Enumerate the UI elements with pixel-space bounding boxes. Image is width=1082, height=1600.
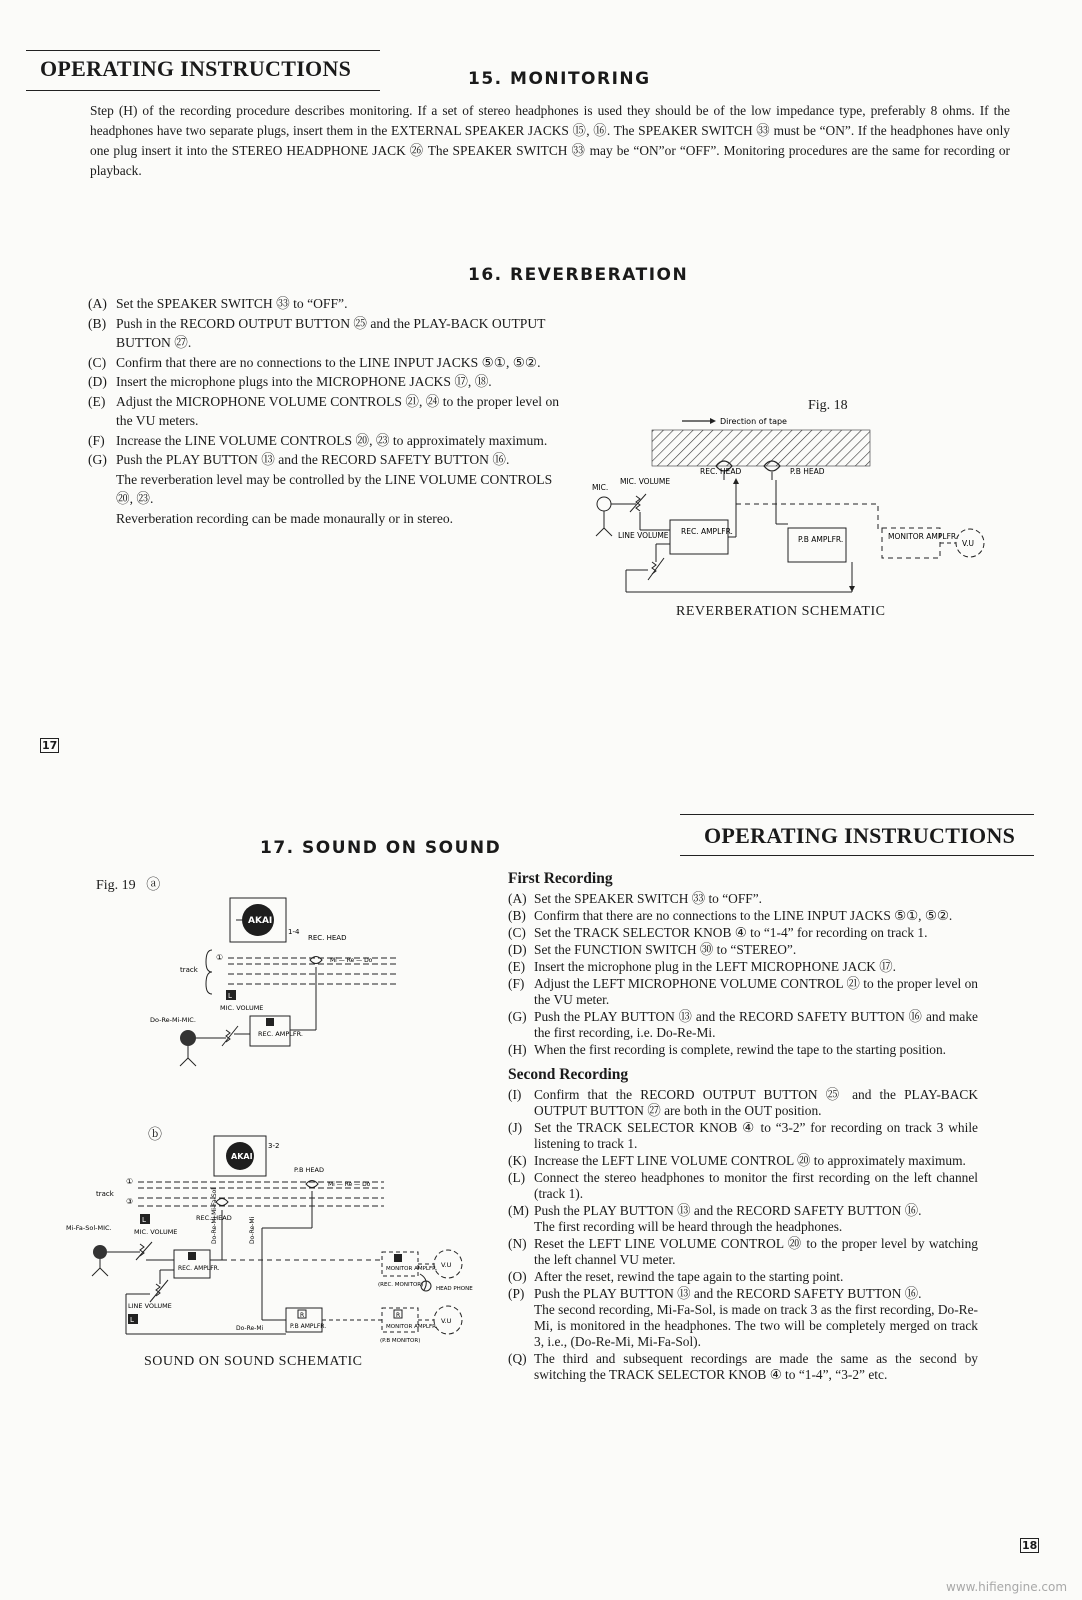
fig-19-label: Fig. 19 ⓐ: [96, 878, 161, 893]
akai-logo-b: AKAI: [231, 1152, 253, 1161]
rev-rec-amp-label: REC. AMPLFR.: [681, 527, 733, 536]
list-item: (G) Push the PLAY BUTTON ⑬ and the RECORD SAFETY BUTTON ⑯. The reverberation level may be controlled by the LINE VOLUME CONTROLS ⑳, ㉓. Reverberation recording can be made monaurally or in stereo.: [88, 450, 564, 528]
direction-label: Direction of tape: [720, 417, 787, 426]
rev-vu-label: V.U: [962, 539, 975, 548]
sound-on-sound-schematic-a: [150, 890, 410, 1080]
rev-pb-head-label: P.B HEAD: [790, 467, 825, 476]
pb-head-b-label: P.B HEAD: [294, 1166, 324, 1174]
step-m-note: The first recording will be heard through the headphones.: [534, 1219, 843, 1234]
track-b-label: track: [96, 1190, 114, 1198]
step-p-note: The second recording, Mi-Fa-Sol, is made on track 3 as the first recording, Do-Re-Mi, is monitored in the headphones. The two will be completely merged on track 3, i.e., (Do-Re-Mi, Mi-Fa-Sol).: [534, 1302, 978, 1349]
list-item: (K) Increase the LEFT LINE VOLUME CONTROL ⑳ to approximately maximum.: [508, 1153, 966, 1168]
rev-monitor-label: MONITOR AMPLFR.: [888, 532, 959, 541]
monitoring-title: 15. MONITORING: [468, 69, 651, 89]
rev-mic-volume-label: MIC. VOLUME: [620, 477, 671, 486]
rec-amp-a-label: REC. AMPLFR.: [258, 1030, 303, 1038]
reverb-note-2: Reverberation recording can be made monaurally or in stereo.: [116, 510, 454, 526]
list-item: (C) Confirm that there are no connections to the LINE INPUT JACKS ⑤①, ⑤②.: [88, 354, 541, 370]
page-number-18: 18: [1022, 1539, 1038, 1552]
fig-18-label: Fig. 18: [808, 398, 848, 413]
mic-mifasol-label: Mi-Fa-Sol-MIC.: [66, 1224, 112, 1232]
track-a-label: track: [180, 966, 198, 974]
head-phone-label: HEAD PHONE: [436, 1286, 473, 1292]
list-item: (N) Reset the LEFT LINE VOLUME CONTROL ⑳ to the proper level by watching the left channel VU meter.: [508, 1236, 978, 1267]
page-header-right-text: OPERATING INSTRUCTIONS: [704, 823, 1016, 848]
list-item: (O) After the reset, rewind the tape again to the starting point.: [508, 1269, 844, 1284]
list-item: (Q) The third and subsequent recordings are made the same as the second by switching the TRACK SELECTOR KNOB ④ to “1-4”, “3-2” etc.: [508, 1351, 978, 1382]
pb-monitor-label: (P.B MONITOR): [380, 1338, 421, 1344]
svg-text:R: R: [300, 1312, 305, 1319]
vu-2-label: V.U: [441, 1317, 452, 1325]
microphone-icon: [597, 497, 611, 511]
line-volume-b-label: LINE VOLUME: [128, 1302, 172, 1310]
list-item: (F) Increase the LINE VOLUME CONTROLS ⑳, ㉓ to approximately maximum.: [88, 432, 548, 448]
doremi-label-b: Do-Re-Mi: [236, 1325, 264, 1332]
list-item: (A) Set the SPEAKER SWITCH ㉝ to “OFF”.: [88, 296, 348, 311]
mic-a-icon: [180, 1030, 196, 1046]
rev-pb-amp-box: [788, 528, 846, 562]
list-item: (B) Push in the RECORD OUTPUT BUTTON ㉕ and the PLAY-BACK OUTPUT BUTTON ㉗.: [88, 315, 546, 350]
rec-head-a-label: REC. HEAD: [308, 934, 347, 942]
monitor-amp-2-label: MONITOR AMPLFR.: [386, 1324, 438, 1330]
list-item: (I) Confirm that the RECORD OUTPUT BUTTON ㉕ and the PLAY-BACK OUTPUT BUTTON ㉗ are both in the OUT position.: [508, 1087, 978, 1118]
page-header-left: [26, 50, 380, 92]
rev-pb-amp-label: P.B AMPLFR.: [798, 535, 844, 544]
sound-on-sound-schematic-b: [66, 1134, 486, 1374]
reverberation-title: 16. REVERBERATION: [468, 265, 689, 285]
list-item: (M) Push the PLAY BUTTON ⑬ and the RECORD SAFETY BUTTON ⑯. The first recording will be heard through the headphones.: [508, 1203, 978, 1235]
track1-a-label: ①: [216, 953, 224, 962]
list-item: (G) Push the PLAY BUTTON ⑬ and the RECORD SAFETY BUTTON ⑯ and make the first recording, i.e. Do-Re-Mi.: [508, 1009, 978, 1040]
list-item: (L) Connect the stereo headphones to monitor the first recording on the left channel (track 1).: [508, 1170, 978, 1201]
rec-monitor-label: (REC. MONITOR): [378, 1282, 424, 1288]
tape: [652, 430, 870, 466]
page-header-right: [680, 814, 1034, 856]
first-recording-heading: First Recording: [508, 870, 613, 887]
list-item: (B) Confirm that there are no connections to the LINE INPUT JACKS ⑤①, ⑤②.: [508, 908, 953, 923]
mic-b-icon: [93, 1245, 107, 1259]
akai-logo-a: AKAI: [248, 916, 273, 926]
mic-volume-b-label: MIC. VOLUME: [134, 1228, 178, 1236]
reverb-note-1: The reverberation level may be controlled by the LINE VOLUME CONTROLS ⑳, ㉓.: [116, 471, 553, 506]
doremi-mifasol-vert: Do-Re-Mi Mi-Fa-Sol: [211, 1188, 218, 1244]
rec-amp-b-label: REC. AMPLFR.: [178, 1265, 220, 1272]
rev-rec-amp-box: [670, 520, 728, 554]
vu-1-label: V.U: [441, 1261, 452, 1269]
list-item: (E) Insert the microphone plug in the LEFT MICROPHONE JACK ⑰.: [508, 959, 897, 974]
monitoring-text: Step (H) of the recording procedure describes monitoring. If a set of stereo headphones is used they should be of the low impedance type, preferably 8 ohms. If the headphones have two separate plugs, insert them in the EXTERNAL SPEAKER JACKS ⑮, ⑯. The SPEAKER SWITCH ㉝ must be “ON”. If the headphones have only one plug insert it into the STEREO HEADPHONE JACK ㉖ The SPEAKER SWITCH ㉝ may be “ON”or “OFF”. Monitoring procedures are the same for recording or playback.: [90, 103, 1010, 178]
sound-on-sound-instructions: [508, 868, 978, 1384]
mic-volume-a-label: MIC. VOLUME: [220, 1004, 264, 1012]
svg-text:L: L: [228, 992, 232, 1000]
second-recording-heading: Second Recording: [508, 1066, 629, 1083]
rev-mic-label: MIC.: [592, 483, 609, 492]
reverberation-caption: REVERBERATION SCHEMATIC: [676, 604, 886, 619]
page-header-left-text: OPERATING INSTRUCTIONS: [40, 56, 352, 81]
rev-rec-head-label: REC. HEAD: [700, 467, 742, 476]
reverberation-schematic: [592, 412, 1032, 612]
sound-on-sound-caption: SOUND ON SOUND SCHEMATIC: [144, 1354, 363, 1369]
list-item: (P) Push the PLAY BUTTON ⑬ and the RECORD SAFETY BUTTON ⑯. The second recording, Mi-Fa-Sol, is made on track 3 as the first recording, Do-Re-Mi, is monitored in the headphones. The two will be completely merged on track 3, i.e., (Do-Re-Mi, Mi-Fa-Sol).: [508, 1286, 978, 1349]
svg-text:L: L: [130, 1316, 134, 1324]
track1-b-label: ①: [126, 1177, 134, 1186]
mi-re-do-b: Mi — Re — Do: [328, 1181, 371, 1188]
mic-doremi-label: Do-Re-Mi-MIC.: [150, 1016, 196, 1024]
svg-text:R: R: [396, 1312, 401, 1319]
sound-on-sound-title: 17. SOUND ON SOUND: [260, 838, 502, 858]
monitor-amp-1-label: MONITOR AMPLFR.: [386, 1266, 438, 1272]
list-item: (D) Insert the microphone plugs into the MICROPHONE JACKS ⑰, ⑱.: [88, 374, 492, 389]
fig-19b-label: ⓑ: [148, 1128, 162, 1143]
list-item: (F) Adjust the LEFT MICROPHONE VOLUME CONTROL ㉑ to the proper level on the VU meter.: [508, 976, 978, 1007]
svg-text:L: L: [142, 1216, 146, 1224]
list-item: (J) Set the TRACK SELECTOR KNOB ④ to “3-2” for recording on track 3 while listening to track 1.: [508, 1120, 978, 1151]
page-number-17: 17: [42, 739, 58, 752]
track3-b-label: ③: [126, 1197, 134, 1206]
watermark: www.hifiengine.com: [946, 1580, 1068, 1594]
sel-b-label: 3-2: [268, 1142, 280, 1150]
pb-amp-b-label: P.B AMPLFR.: [290, 1323, 327, 1330]
list-item: (C) Set the TRACK SELECTOR KNOB ④ to “1-4” for recording on track 1.: [508, 925, 928, 940]
first-recording-steps: [508, 891, 978, 1058]
reverberation-steps: [88, 294, 564, 528]
doremi-vert: Do-Re-Mi: [249, 1216, 256, 1244]
sel-a-label: 1-4: [288, 928, 300, 936]
rev-line-volume-label: LINE VOLUME: [618, 531, 669, 540]
list-item: (D) Set the FUNCTION SWITCH ㉚ to “STEREO”.: [508, 942, 797, 957]
second-recording-steps: [508, 1087, 978, 1383]
mi-re-do-a: Mi — Re — Do: [330, 957, 373, 964]
list-item: (A) Set the SPEAKER SWITCH ㉝ to “OFF”.: [508, 891, 763, 906]
list-item: (E) Adjust the MICROPHONE VOLUME CONTROLS ㉑, ㉔ to the proper level on the VU meters.: [88, 393, 560, 428]
rec-head-b-label: REC. HEAD: [196, 1214, 232, 1222]
list-item: (H) When the first recording is complete, rewind the tape to the starting position.: [508, 1042, 947, 1057]
